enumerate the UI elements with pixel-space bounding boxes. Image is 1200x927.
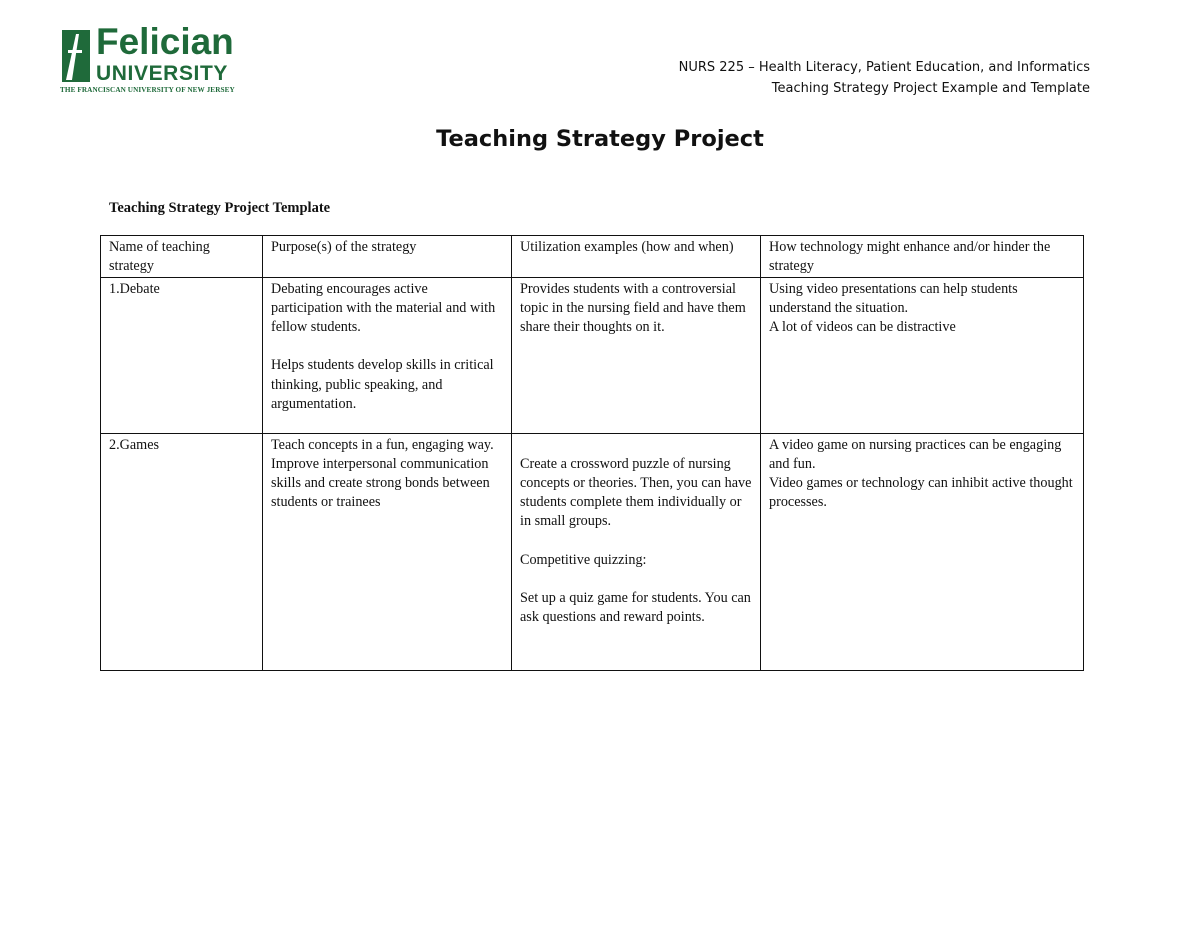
table-row	[101, 433, 1084, 670]
header-cell-technology: How technology might enhance and/or hinder the strategy	[761, 236, 1084, 278]
tau-cross-icon	[62, 30, 90, 82]
document-subtitle: Teaching Strategy Project Example and Template	[771, 81, 1090, 96]
section-title: Teaching Strategy Project Template	[109, 200, 331, 216]
technology-text: Using video presentations can help students understand the situation.	[769, 280, 1018, 316]
technology-text: Video games or technology can inhibit active thought processes.	[769, 475, 1073, 511]
course-title: NURS 225 – Health Literacy, Patient Education, and Informatics	[678, 60, 1090, 75]
logo-university: UNIVERSITY	[96, 62, 229, 85]
strategy-name-cell: 1.Debate	[101, 277, 263, 433]
purpose-text: Helps students develop skills in critical thinking, public speaking, and argumentation.	[271, 357, 494, 413]
purpose-text: Teach concepts in a fun, engaging way.	[271, 436, 494, 453]
page-header	[679, 57, 1090, 99]
utilization-text: Competitive quizzing:	[520, 551, 647, 568]
utilization-cell	[512, 277, 761, 433]
logo-name: Felician	[96, 21, 234, 62]
page-title: Teaching Strategy Project	[436, 126, 764, 152]
technology-cell	[761, 433, 1084, 670]
purpose-text: Debating encourages active participation with the material and with fellow students.	[271, 280, 496, 336]
strategy-table	[100, 235, 1084, 671]
strategy-name-cell: 2.Games	[101, 433, 263, 670]
utilization-cell	[512, 433, 761, 670]
felician-logo	[60, 21, 252, 98]
header-cell-purpose: Purpose(s) of the strategy	[263, 236, 512, 278]
purpose-cell	[263, 433, 512, 670]
table-header-row	[101, 236, 1084, 278]
purpose-cell	[263, 277, 512, 433]
technology-text: A lot of videos can be distractive	[769, 319, 956, 336]
table-row	[101, 277, 1084, 433]
utilization-text: Create a crossword puzzle of nursing concepts or theories. Then, you can have students complete them individually or in small groups.	[520, 455, 752, 530]
purpose-text: Improve interpersonal communication skills and create strong bonds between students or trainees	[271, 455, 490, 511]
header-cell-name: Name of teaching strategy	[101, 236, 263, 278]
header-cell-utilization: Utilization examples (how and when)	[512, 236, 761, 278]
logo-tagline: THE FRANCISCAN UNIVERSITY OF NEW JERSEY	[60, 86, 235, 94]
utilization-text: Set up a quiz game for students. You can ask questions and reward points.	[520, 590, 751, 626]
utilization-text: Provides students with a controversial topic in the nursing field and have them share their thoughts on it.	[520, 280, 746, 336]
technology-cell	[761, 277, 1084, 433]
technology-text: A video game on nursing practices can be engaging and fun.	[769, 436, 1062, 472]
